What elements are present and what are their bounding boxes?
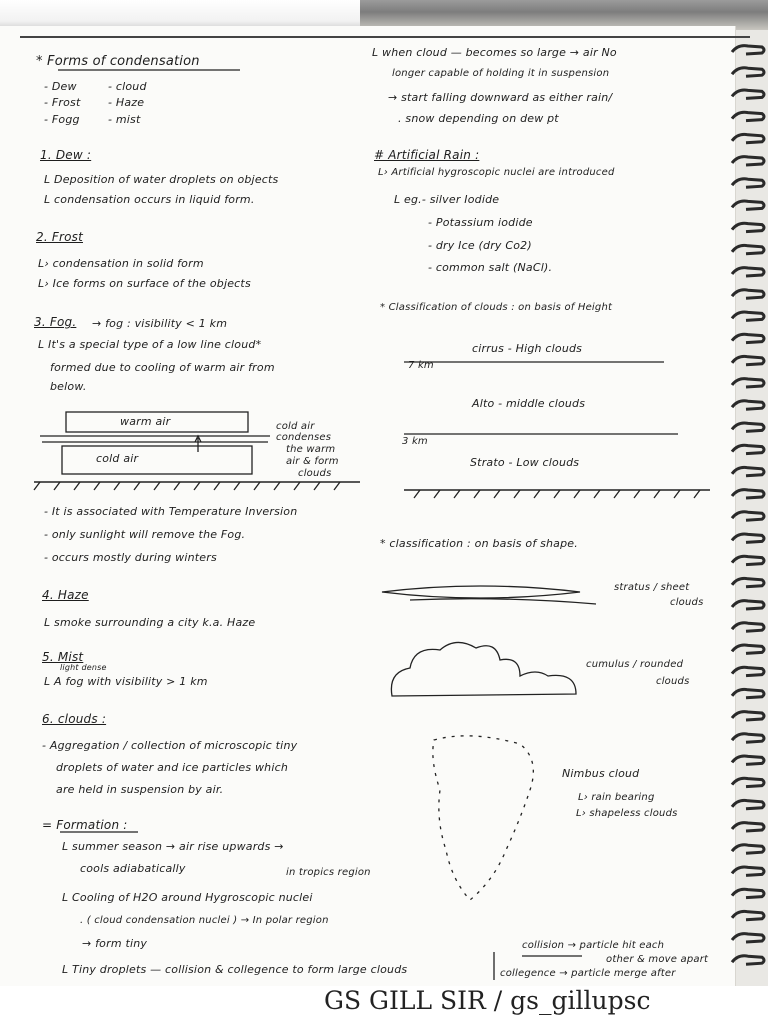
shape-label-nimbus-shapeless: L› shapeless clouds [576,808,678,819]
mist-small-note: light dense [60,663,107,672]
formation-line-2: cools adiabatically [80,862,186,875]
shape-label-cumulus-2: clouds [656,676,690,687]
artificial-line-5: - common salt (NaCl). [428,261,553,274]
dew-line-1: L Deposition of water droplets on objects [44,173,279,186]
artificial-line-3: - Potassium iodide [428,216,533,229]
form-item-cloud: - cloud [108,80,147,93]
height-level-middle: Alto - middle clouds [472,397,586,410]
frost-title: 2. Frost [36,230,83,244]
formation-line-6: L Tiny droplets — collision & collegence to form large clouds [62,963,408,976]
fog-diagram-note-5: clouds [298,468,332,479]
fog-line-1: L It's a special type of a low line cloud* [38,338,262,351]
height-mark-7km: 7 km [408,360,434,371]
frost-line-1: L› condensation in solid form [38,257,204,270]
clouds-line-2: droplets of water and ice particles which [56,761,289,774]
formation-line-5: → form tiny [82,937,148,950]
collision-line-1: collision → particle hit each [522,940,665,951]
fog-line-3: below. [50,380,87,393]
fog-point-1: - It is associated with Temperature Inversion [44,505,298,518]
form-item-fogg: - Fogg [44,113,80,126]
clouds-line-1: - Aggregation / collection of microscopic tiny [42,739,298,752]
shape-label-cumulus: cumulus / rounded [586,659,684,670]
fog-diagram-warm-label: warm air [120,415,171,428]
form-item-mist: - mist [108,113,141,126]
haze-title: 4. Haze [42,588,89,602]
footer-watermark: GS GILL SIR / gs_gillupsc [324,986,651,1015]
fog-point-2: - only sunlight will remove the Fog. [44,528,246,541]
right-top-line-3: → start falling downward as either rain/ [388,91,613,104]
fog-diagram-note-3: the warm [286,444,336,455]
shape-label-stratus: stratus / sheet [614,582,690,593]
shape-label-nimbus: Nimbus cloud [562,767,640,780]
frost-line-2: L› Ice forms on surface of the objects [38,277,251,290]
fog-diagram-note-2: condenses [276,432,332,443]
fog-line-2: formed due to cooling of warm air from [50,361,275,374]
fog-point-3: - occurs mostly during winters [44,551,217,564]
fog-diagram-cold-label: cold air [96,452,139,465]
mist-title: 5. Mist [42,650,84,664]
collision-line-3: collegence → particle merge after [500,968,676,979]
height-classification-title: * Classification of clouds : on basis of Height [380,302,613,313]
right-top-line-2: longer capable of holding it in suspension [392,68,610,79]
footer-banner [0,986,768,1024]
form-item-frost: - Frost [44,96,81,109]
shape-label-nimbus-rain: L› rain bearing [578,792,655,803]
formation-line-3: L Cooling of H2O around Hygroscopic nuclei [62,891,313,904]
fog-note: → fog : visibility < 1 km [92,317,228,330]
fog-diagram-note-4: air & form [286,456,339,467]
form-item-haze: - Haze [108,96,145,109]
artificial-line-1: L› Artificial hygroscopic nuclei are introduced [378,167,615,178]
fog-diagram-note-1: cold air [276,421,315,432]
mist-line: L A fog with visibility > 1 km [44,675,208,688]
clouds-title: 6. clouds : [42,712,107,726]
formation-title: = Formation : [42,818,128,832]
height-mark-3km: 3 km [402,436,428,447]
height-level-low: Strato - Low clouds [470,456,580,469]
dew-line-2: L condensation occurs in liquid form. [44,193,255,206]
artificial-line-4: - dry Ice (dry Co2) [428,239,532,252]
shape-label-stratus-2: clouds [670,597,704,608]
right-top-line-4: . snow depending on dew pt [398,112,559,125]
shape-classification-title: * classification : on basis of shape. [380,537,578,550]
formation-line-4: . ( cloud condensation nuclei ) → In polar region [80,915,329,926]
right-top-line-1: L when cloud — becomes so large → air No [372,46,617,59]
formation-tropics-note: in tropics region [286,867,371,878]
fog-diagram-cold-box [62,446,252,474]
height-level-high: cirrus - High clouds [472,342,583,355]
clouds-line-3: are held in suspension by air. [56,783,224,796]
formation-line-1: L summer season → air rise upwards → [62,840,284,853]
dew-title: 1. Dew : [40,148,92,162]
artificial-line-2: L eg.- silver Iodide [394,193,500,206]
haze-line: L smoke surrounding a city k.a. Haze [44,616,256,629]
form-item-dew: - Dew [44,80,77,93]
collision-line-2: other & move apart [606,954,709,965]
artificial-rain-title: # Artificial Rain : [374,148,480,162]
fog-title: 3. Fog. [34,315,77,329]
forms-title: * Forms of condensation [36,54,200,69]
